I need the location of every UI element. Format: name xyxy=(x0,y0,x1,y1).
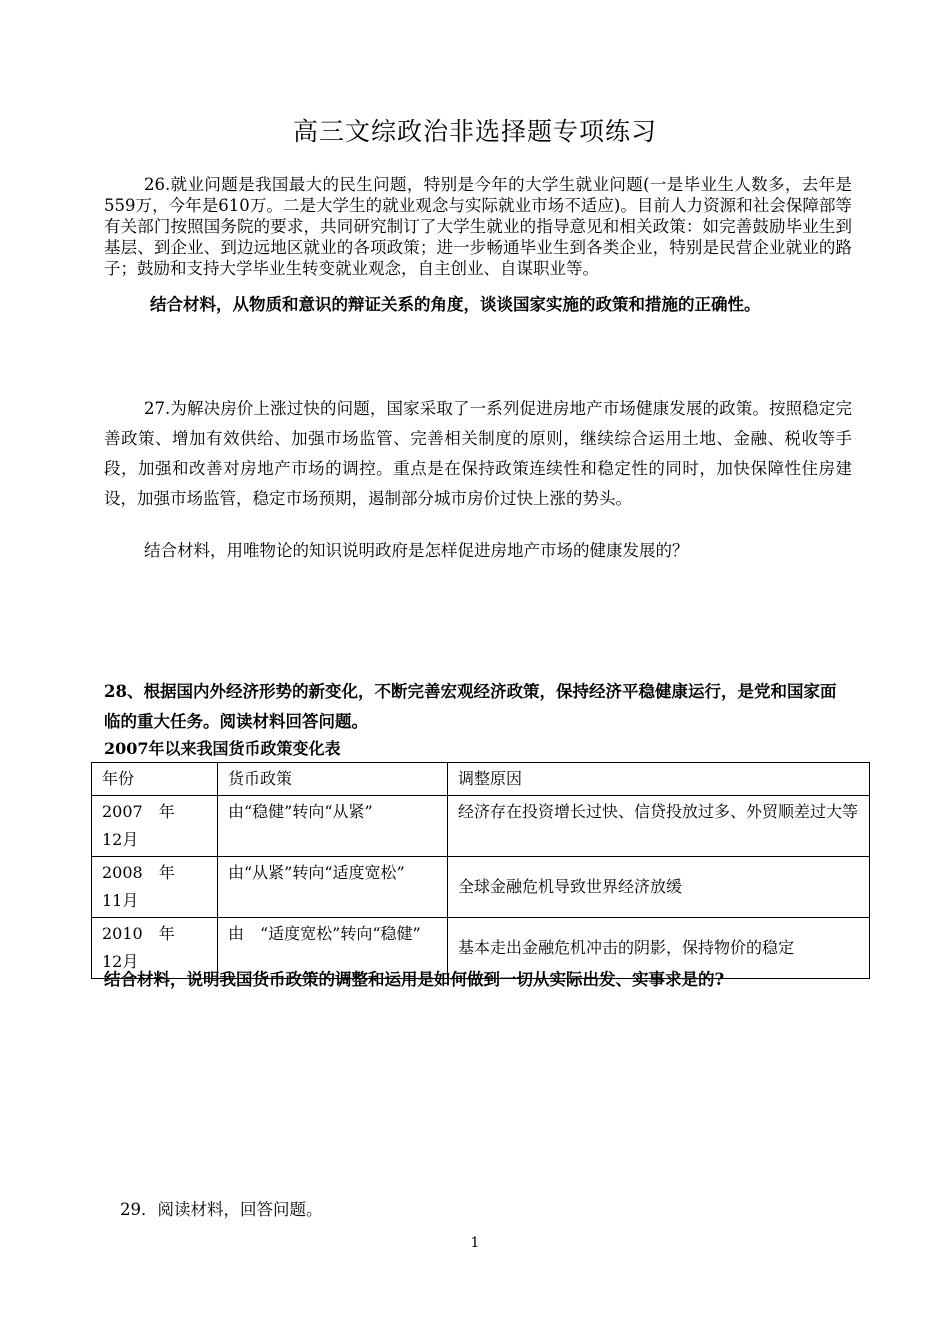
question-26-text: 26.就业问题是我国最大的民生问题，特别是今年的大学生就业问题(一是毕业生人数多，去年是559万，今年是610万。二是大学生的就业观念与实际就业市场不适应)。目前人力资源和社会保障部等有关部门按照国务院的要求，共同研究制订了大学生就业的指导意见和相关政策：如完善鼓励毕业生到基层、到企业、到边远地区就业的各项政策；进一步畅通毕业生到各类企业，特别是民营企业就业的路子；鼓励和支持大学毕业生转变就业观念，自主创业、自谋职业等。 xyxy=(104,175,852,278)
question-27-text: 27.为解决房价上涨过快的问题，国家采取了一系列促进房地产市场健康发展的政策。按照稳定完善政策、增加有效供给、加强市场监管、完善相关制度的原则，继续综合运用土地、金融、税收等手段，加强和改善对房地产市场的调控。重点是在保持政策连续性和稳定性的同时，加快保障性住房建设，加强市场监管，稳定市场预期，遏制部分城市房价过快上涨的势头。 xyxy=(104,399,852,508)
question-28-material: 28、根据国内外经济形势的新变化，不断完善宏观经济政策，保持经济平稳健康运行，是党和国家面临的重大任务。阅读材料回答问题。 xyxy=(104,682,837,731)
question-27-prompt: 结合材料，用唯物论的知识说明政府是怎样促进房地产市场的健康发展的？ xyxy=(144,541,689,560)
cell-year: 2008 年 11月 xyxy=(92,857,218,918)
cell-policy: 由“从紧”转向“适度宽松” xyxy=(218,857,448,918)
question-27-material xyxy=(104,394,852,514)
table-header-row xyxy=(92,763,870,796)
page-title: 高三文综政治非选择题专项练习 xyxy=(292,117,657,146)
table-caption: 2007年以来我国货币政策变化表 xyxy=(104,739,341,758)
cell-year: 2010 年 12月 xyxy=(92,918,218,979)
cell-reason: 全球金融危机导致世界经济放缓 xyxy=(448,857,870,918)
question-26-prompt: 结合材料，从物质和意识的辩证关系的角度，谈谈国家实施的政策和措施的正确性。 xyxy=(150,295,761,314)
header-policy: 货币政策 xyxy=(218,763,448,796)
table-row xyxy=(92,857,870,918)
cell-policy: 由 “适度宽松”转向“稳健” xyxy=(218,918,448,979)
table-row xyxy=(92,796,870,857)
monetary-policy-table xyxy=(91,762,870,979)
page-number: 1 xyxy=(470,1235,480,1251)
question-26-material xyxy=(104,174,852,279)
question-29-text: 29．阅读材料，回答问题。 xyxy=(120,1200,323,1219)
cell-reason: 基本走出金融危机冲击的阴影，保持物价的稳定 xyxy=(448,918,870,979)
header-year: 年份 xyxy=(92,763,218,796)
cell-reason: 经济存在投资增长过快、信贷投放过多、外贸顺差过大等 xyxy=(448,796,870,857)
question-28-prompt: 结合材料，说明我国货币政策的调整和运用是如何做到一切从实际出发、实事求是的? xyxy=(104,970,725,989)
cell-year: 2007 年 12月 xyxy=(92,796,218,857)
cell-policy: 由“稳健”转向“从紧” xyxy=(218,796,448,857)
header-reason: 调整原因 xyxy=(448,763,870,796)
